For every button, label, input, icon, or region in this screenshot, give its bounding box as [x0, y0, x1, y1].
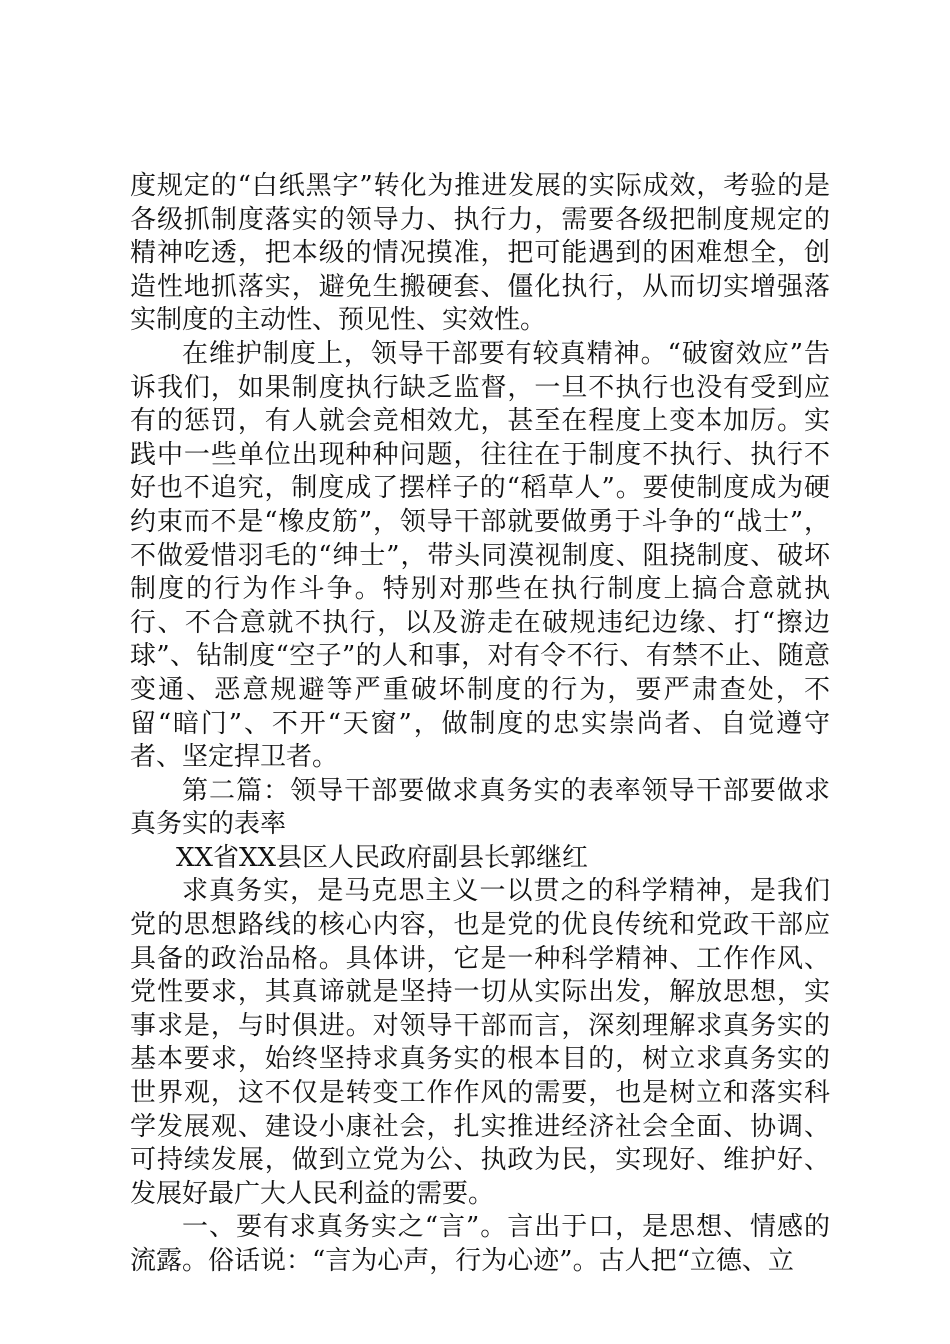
document-body	[130, 170, 830, 1279]
paragraph-continuation: 度规定的“白纸黑字”转化为推进发展的实际成效，考验的是各级抓制度落实的领导力、执行力，需要各级把制度规定的精神吃透，把本级的情况摸准，把可能遇到的困难想全，创造性地抓落实，避免生搬硬套、僵化执行，从而切实增强落实制度的主动性、预见性、实效性。	[130, 171, 830, 336]
paragraph-point-one: 一、要有求真务实之“言”。言出于口，是思想、情感的流露。俗话说：“言为心声，行为心迹”。古人把“立德、立	[130, 1212, 830, 1276]
author-byline: XX省XX县区人民政府副县长郭继红	[176, 842, 589, 873]
section-heading-part-two: 第二篇：领导干部要做求真务实的表率领导干部要做求真务实的表率	[130, 775, 830, 840]
paragraph-seeking-truth: 求真务实，是马克思主义一以贯之的科学精神，是我们党的思想路线的核心内容，也是党的优良传统和党政干部应具备的政治品格。具体讲，它是一种科学精神、工作作风、党性要求，其真谛就是坚持一切从实际出发，解放思想，实事求是，与时俱进。对领导干部而言，深刻理解求真务实的基本要求，始终坚持求真务实的根本目的，树立求真务实的世界观，这不仅是转变工作作风的需要，也是树立和落实科学发展观、建设小康社会，扎实推进经济社会全面、协调、可持续发展，做到立党为公、执政为民，实现好、维护好、发展好最广大人民利益的需要。	[130, 876, 830, 1209]
paragraph-maintain-system: 在维护制度上，领导干部要有较真精神。“破窗效应”告诉我们，如果制度执行缺乏监督，一旦不执行也没有受到应有的惩罚，有人就会竞相效尤，甚至在程度上变本加厉。实践中一些单位出现种种问题，往往在于制度不执行、执行不好也不追究，制度成了摆样子的“稻草人”。要使制度成为硬约束而不是“橡皮筋”，领导干部就要做勇于斗争的“战士”，不做爱惜羽毛的“绅士”，带头同漠视制度、阻挠制度、破坏制度的行为作斗争。特别对那些在执行制度上搞合意就执行、不合意就不执行，以及游走在破规违纪边缘、打“擦边球”、钻制度“空子”的人和事，对有令不行、有禁不止、随意变通、恶意规避等严重破坏制度的行为，要严肃查处，不留“暗门”、不开“天窗”，做制度的忠实崇尚者、自觉遵守者、坚定捍卫者。	[130, 338, 830, 773]
